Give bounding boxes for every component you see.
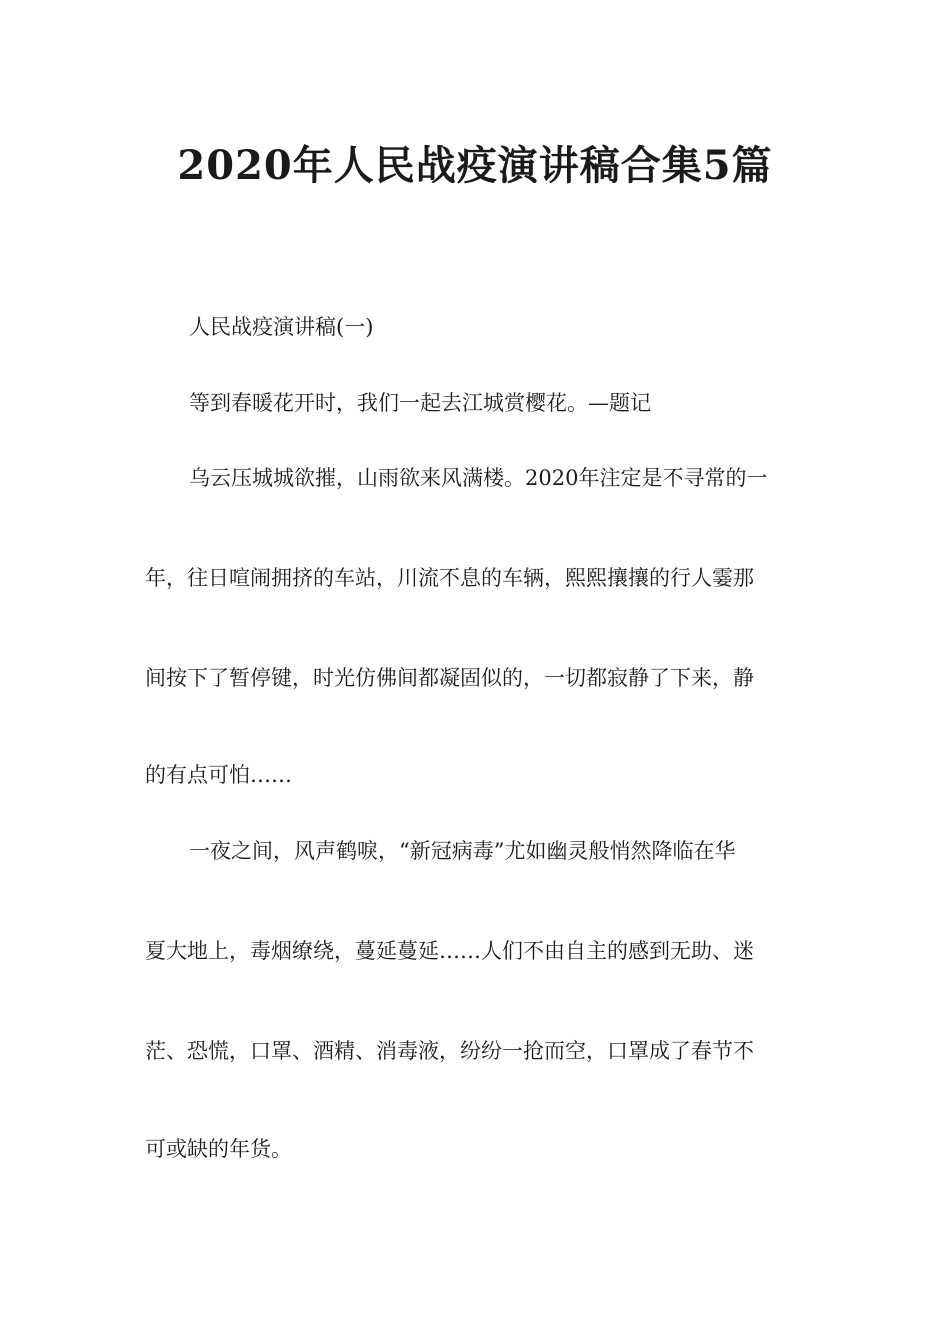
epigraph-line: 等到春暖花开时，我们一起去江城赏樱花。—题记 [189, 391, 651, 415]
paragraph-line: 间按下了暂停键，时光仿佛间都凝固似的，一切都寂静了下来，静 [145, 666, 754, 690]
paragraph-line: 乌云压城城欲摧，山雨欲来风满楼。2020年注定是不寻常的一 [189, 466, 768, 490]
document-title: 2020年人民战疫演讲稿合集5篇 [177, 142, 773, 189]
paragraph-line: 夏大地上，毒烟缭绕，蔓延蔓延……人们不由自主的感到无助、迷 [145, 939, 754, 963]
paragraph-line: 可或缺的年货。 [145, 1137, 292, 1161]
paragraph-line: 茫、恐慌，口罩、酒精、消毒液，纷纷一抢而空，口罩成了春节不 [145, 1039, 754, 1063]
paragraph-line: 一夜之间，风声鹤唳，“新冠病毒”尤如幽灵般悄然降临在华 [189, 839, 736, 863]
section-heading: 人民战疫演讲稿(一) [189, 315, 374, 339]
paragraph-line: 年，往日喧闹拥挤的车站，川流不息的车辆，熙熙攘攘的行人霎那 [145, 566, 754, 590]
paragraph-line: 的有点可怕…… [145, 763, 292, 787]
